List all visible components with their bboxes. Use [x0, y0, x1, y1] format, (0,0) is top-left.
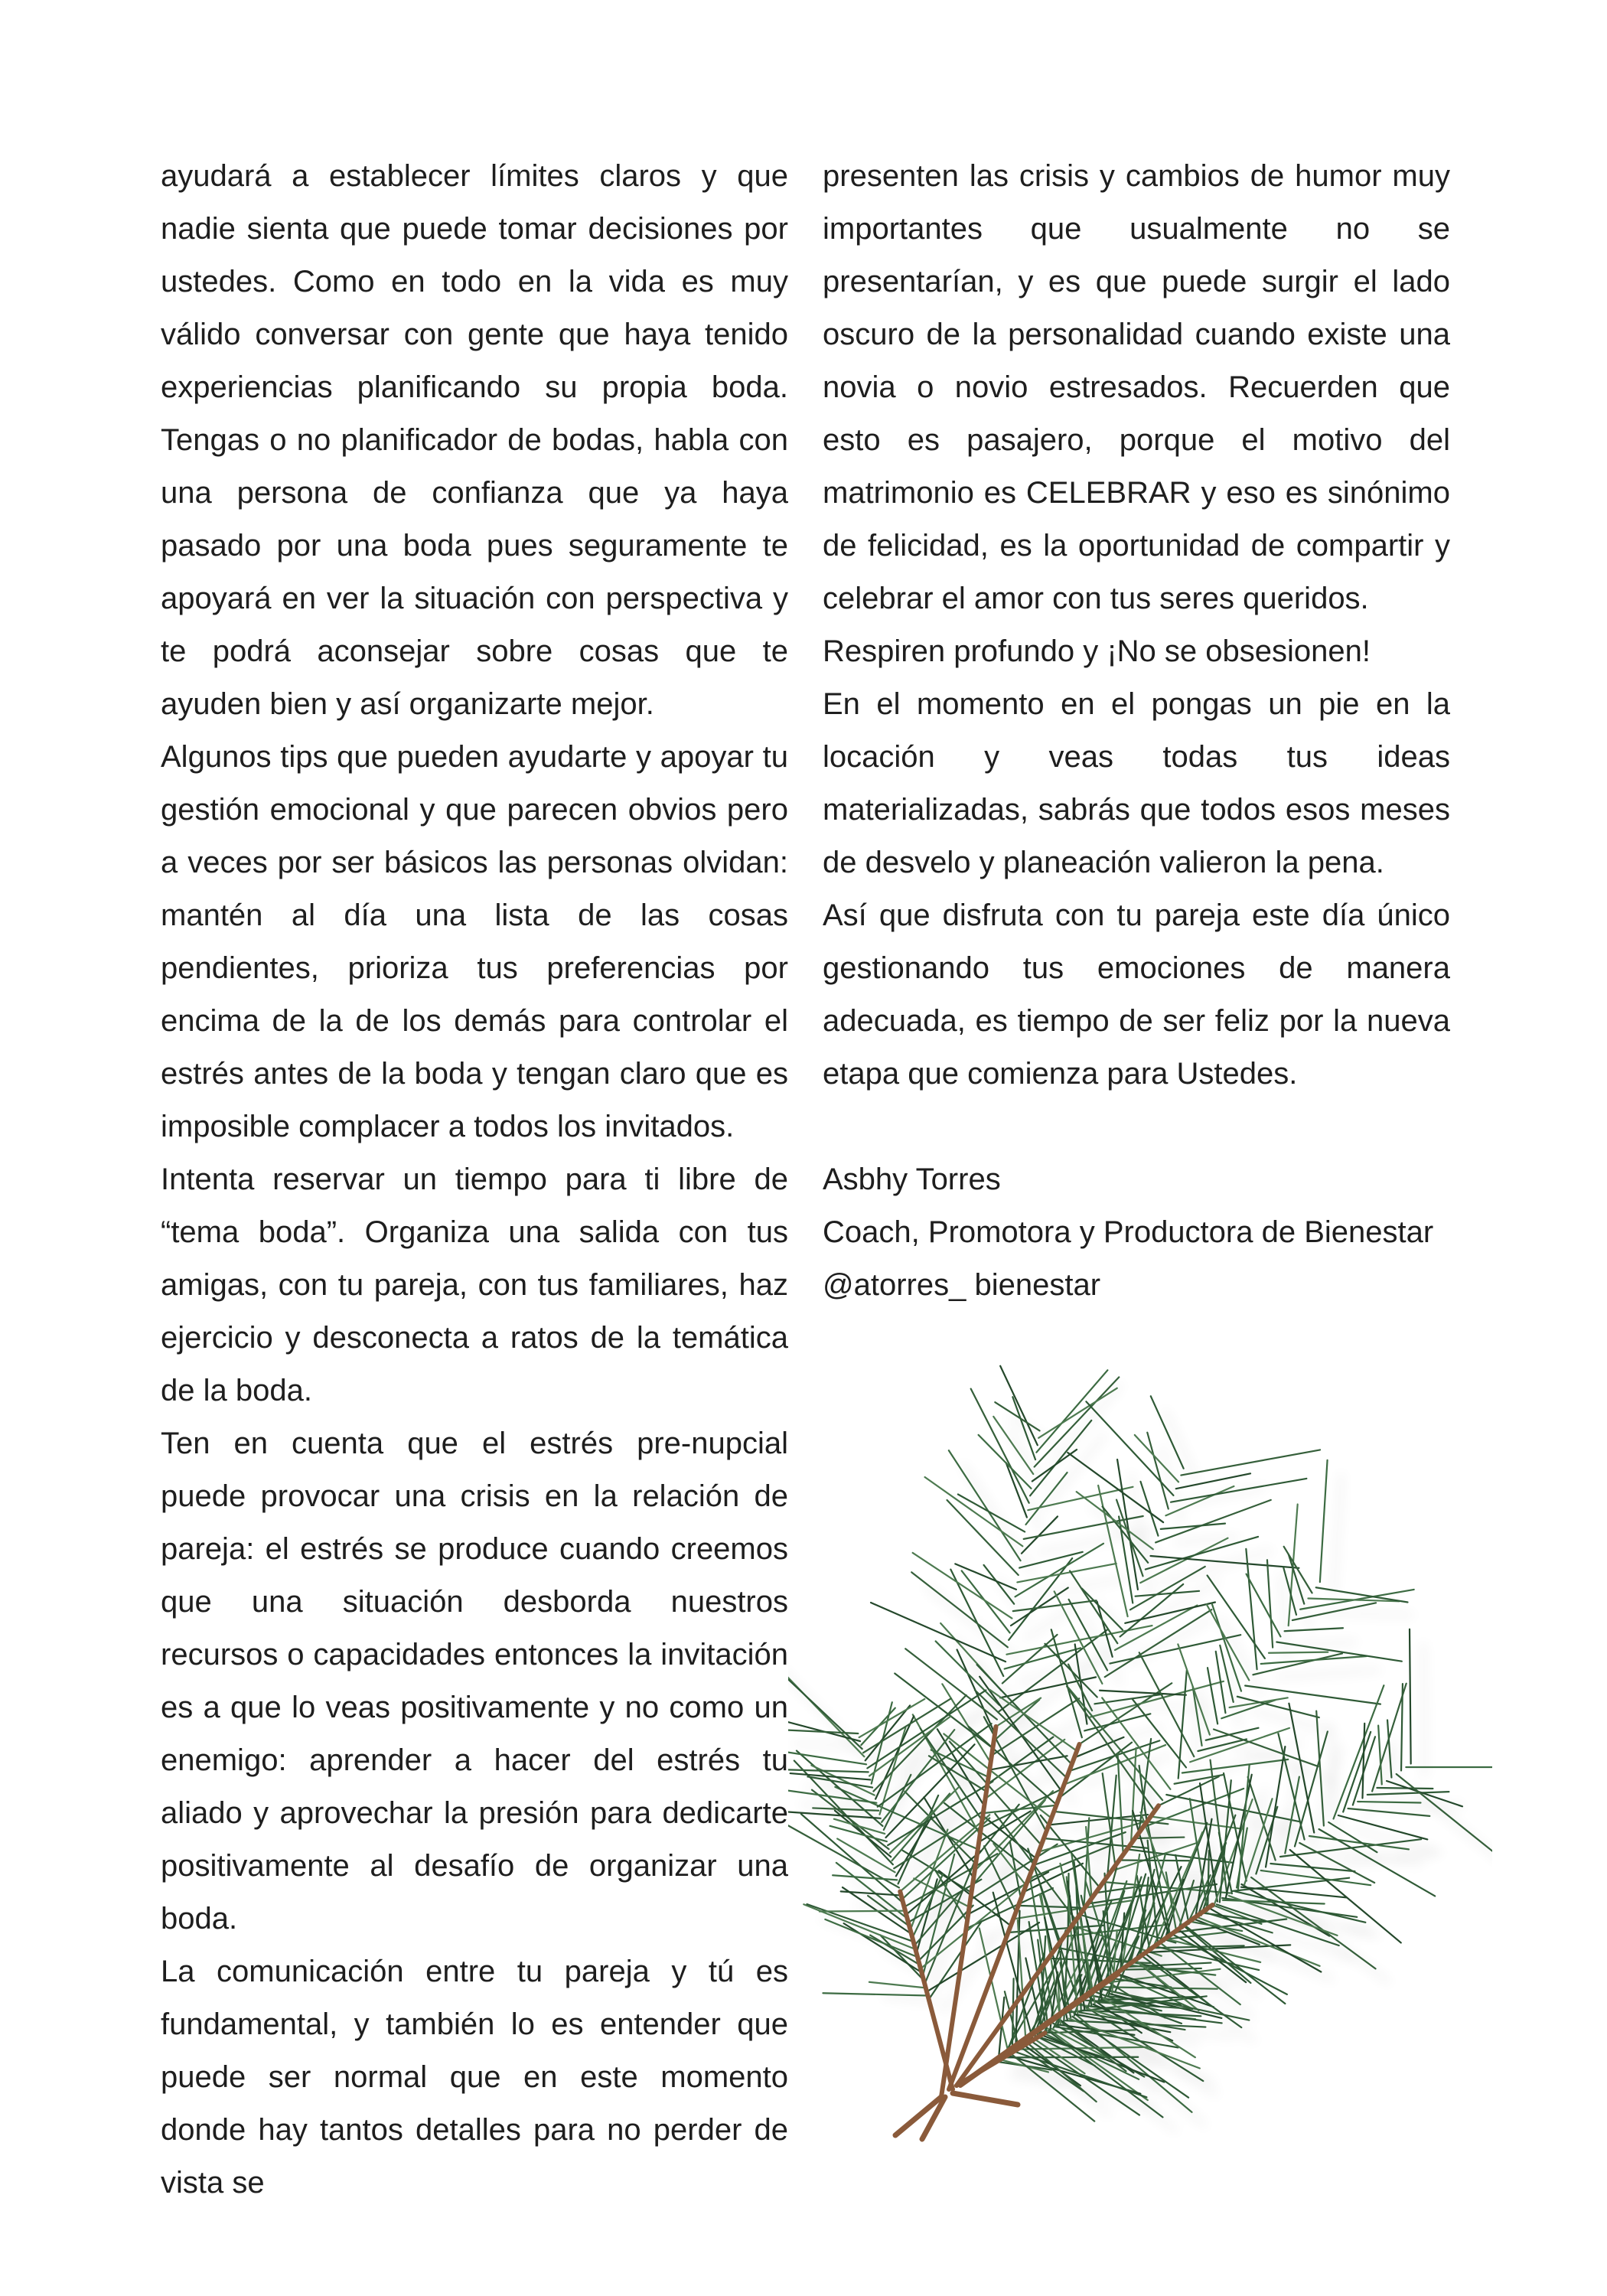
- pine-needle: [1193, 1686, 1202, 1745]
- pine-needle: [1295, 1731, 1328, 1846]
- pine-needle-shadow: [881, 1704, 999, 1782]
- pine-needle: [1267, 1560, 1273, 1647]
- author-role: Coach, Promotora y Productora de Bienestar: [823, 1215, 1434, 1249]
- pine-needle: [1171, 1479, 1306, 1502]
- pine-needle: [1002, 1635, 1058, 1684]
- paragraph-8: En el momento en el pongas un pie en la locación y veas todas tus ideas materializadas, sabrás que todos esos meses de desvelo y planeación valieron la pena.: [823, 687, 1450, 879]
- pine-needle: [1026, 1473, 1068, 1525]
- pine-needle: [1030, 1420, 1091, 1495]
- pine-needle: [1100, 1691, 1186, 1695]
- pine-needle: [1186, 1926, 1286, 2004]
- pine-needle: [1009, 1558, 1072, 1640]
- pine-stem-base: [953, 2093, 1018, 2105]
- pine-needle: [1266, 1746, 1285, 1867]
- pine-needle-shadow: [925, 1586, 1022, 1661]
- pine-needle: [1097, 1602, 1113, 1657]
- pine-needle: [979, 1435, 1032, 1489]
- pine-needle: [823, 1993, 927, 1995]
- pine-needle-shadow: [1097, 1831, 1103, 1923]
- pine-needle: [989, 1690, 1077, 1751]
- pine-needle: [1117, 1753, 1123, 1855]
- paragraph-3: Intenta reservar un tiempo para ti libre de “tema boda”. Organiza una salida con tus amigas, con tu pareja, con tus familiares, haz ejercicio y desconecta a ratos de la temática de la boda.: [161, 1163, 788, 1407]
- pine-needle: [1248, 1777, 1276, 1861]
- pine-needle-shadow: [1281, 1574, 1286, 1661]
- pine-needle: [1012, 1978, 1014, 2052]
- pine-needle: [1019, 1552, 1083, 1568]
- pine-needle: [905, 1649, 997, 1719]
- pine-needle: [1269, 1652, 1328, 1653]
- pine-needle: [1289, 1505, 1298, 1626]
- pine-needle: [1285, 1628, 1343, 1631]
- pine-needle: [1018, 2047, 1149, 2050]
- paragraph-5: La comunicación entre tu pareja y tú es fundamental, y también lo es entender que puede ser normal que en este momento donde hay tantos detalles para no perder de vista se: [161, 1955, 788, 2200]
- pine-needle: [820, 1911, 905, 1912]
- pine-needle: [1387, 1720, 1391, 1778]
- pine-needle-shadow: [1159, 1551, 1272, 1583]
- paragraph-4: Ten en cuenta que el estrés pre-nupcial puede provocar una crisis en la relación de pareja: el estrés se produce cuando creemos que una situación desborda nuestros recursos o capacidades entonces la invitación es a que lo veas positivamente y no como un enemigo: aprender a hacer del estrés tu aliado y aprovechar la presión para dedicarte positivamente al desafío de organizar una boda.: [161, 1427, 788, 1936]
- pine-needle: [1362, 1724, 1364, 1799]
- pine-needle: [1028, 1487, 1133, 1510]
- pine-needle-shadow: [1352, 1829, 1441, 1853]
- pine-needle: [998, 1630, 1107, 1712]
- pine-needle: [1181, 1450, 1320, 1475]
- pine-needle-shadow: [1423, 1643, 1425, 1778]
- pine-needle: [1068, 1453, 1163, 1522]
- pine-needle: [947, 1500, 1019, 1575]
- pine-needle: [1098, 1486, 1127, 1616]
- pine-needle: [1156, 1500, 1271, 1543]
- pine-needle: [1175, 1775, 1224, 1784]
- pine-needle: [1348, 1808, 1430, 1816]
- pine-needle-shadow: [1192, 1684, 1201, 1792]
- pine-needle: [1018, 1920, 1026, 2044]
- pine-needle-shadow: [943, 1936, 996, 2014]
- pine-needle: [1004, 2057, 1139, 2058]
- pine-needle-shadow: [1322, 1613, 1413, 1616]
- author-name: Asbhy Torres: [823, 1163, 1001, 1196]
- pine-needle: [1343, 1732, 1371, 1812]
- pine-needle-shadow: [1381, 1805, 1463, 1808]
- pine-needle-shadow: [1175, 1538, 1239, 1543]
- pine-needle: [833, 1875, 897, 1880]
- pine-needle-shadow: [1392, 1740, 1396, 1799]
- pine-needle: [788, 1769, 869, 1772]
- pine-needle-shadow: [1410, 1788, 1492, 1878]
- pine-needle: [788, 1672, 862, 1749]
- paragraph-9: Así que disfruta con tu pareja este día único gestionando tus emociones de manera adecuada, es tiempo de ser feliz por la nueva etapa que comienza para Ustedes.: [823, 899, 1450, 1091]
- pine-needle: [869, 1982, 926, 1988]
- pine-needle: [1358, 1802, 1420, 1803]
- pine-needle: [984, 1565, 1015, 1604]
- left-column: [161, 150, 788, 2210]
- pine-needle: [1176, 1473, 1250, 1489]
- pine-needle: [1146, 1537, 1258, 1570]
- pine-needle: [1013, 1600, 1097, 1611]
- pine-needle-shadow: [1299, 1642, 1357, 1645]
- pine-needle-shadow: [1275, 1670, 1380, 1678]
- pine-needle: [837, 1838, 895, 1872]
- pine-branch-icon: [788, 1332, 1492, 2143]
- pine-needle-shadow: [1020, 1476, 1041, 1531]
- pine-needle-shadow: [1334, 1474, 1341, 1596]
- pine-twig: [900, 1892, 953, 2090]
- pine-needle: [995, 1402, 1039, 1430]
- pine-needle: [835, 1787, 977, 1849]
- pine-needle: [983, 1805, 1058, 1814]
- pine-needle: [958, 1495, 1025, 1532]
- pine-needle: [1015, 1544, 1103, 1596]
- paragraph-7: Respiren profundo y ¡No se obsesionen!: [823, 634, 1371, 668]
- pine-needle: [1320, 1460, 1328, 1582]
- pine-needle: [1207, 1604, 1250, 1680]
- author-signature: [823, 1153, 1450, 1312]
- pine-needle: [1246, 1549, 1257, 1669]
- author-handle: @atorres_ bienestar: [823, 1268, 1101, 1302]
- pine-needle: [1077, 1492, 1153, 1549]
- pine-needle: [788, 1730, 858, 1733]
- paragraph-1: ayudará a establecer límites claros y que nadie sienta que puede tomar decisiones por ustedes. Como en todo en la vida es muy válido conversar con gente que haya tenido experiencias planificando su propia boda. Tengas o no planificador de bodas, habla con una persona de confianza que ya haya pasado por una boda pues seguramente te apoyará en ver la situación con perspectiva y te podrá aconsejar sobre cosas que te ayuden bien y así organizarte mejor.: [161, 159, 788, 721]
- pine-needle: [1221, 1700, 1276, 1718]
- pine-needle: [1410, 1629, 1411, 1764]
- right-column: [823, 150, 1450, 1312]
- pine-needle: [1182, 1760, 1288, 1773]
- pine-needle: [1038, 1388, 1117, 1438]
- pine-needle: [1120, 1584, 1184, 1636]
- pine-needle-shadow: [1309, 1745, 1341, 1860]
- paragraph-2: Algunos tips que pueden ayudarte y apoyar tu gestión emocional y que parecen obvios pero a veces por ser básicos las personas olvidan: mantén al día una lista de las cosas pendientes, prioriza tus preferencias por encima de la de los demás para controlar el estrés antes de la boda y tengan claro que es imposible complacer a todos los invitados.: [161, 740, 788, 1143]
- pine-needle: [1006, 1463, 1027, 1517]
- paragraph-6: presenten las crisis y cambios de humor muy importantes que usualmente no se presentarían, y es que puede surgir el lado oscuro de la personalidad cuando existe una novia o novio estresados. Recuerden que esto es pasajero, porque el motivo del matrimonio es CELEBRAR y eso es sinónimo de felicidad, es la oportunidad de compartir y celebrar el amor con tus seres queridos.: [823, 159, 1450, 615]
- pine-needle: [1261, 1656, 1367, 1664]
- pine-needle-shadow: [1021, 2069, 1154, 2108]
- pine-needle: [1174, 1935, 1287, 1994]
- pine-needle: [1334, 1685, 1384, 1818]
- pine-needle: [1367, 1792, 1449, 1795]
- pine-needle: [1136, 1591, 1199, 1596]
- pine-needle-shadow: [1044, 1434, 1105, 1509]
